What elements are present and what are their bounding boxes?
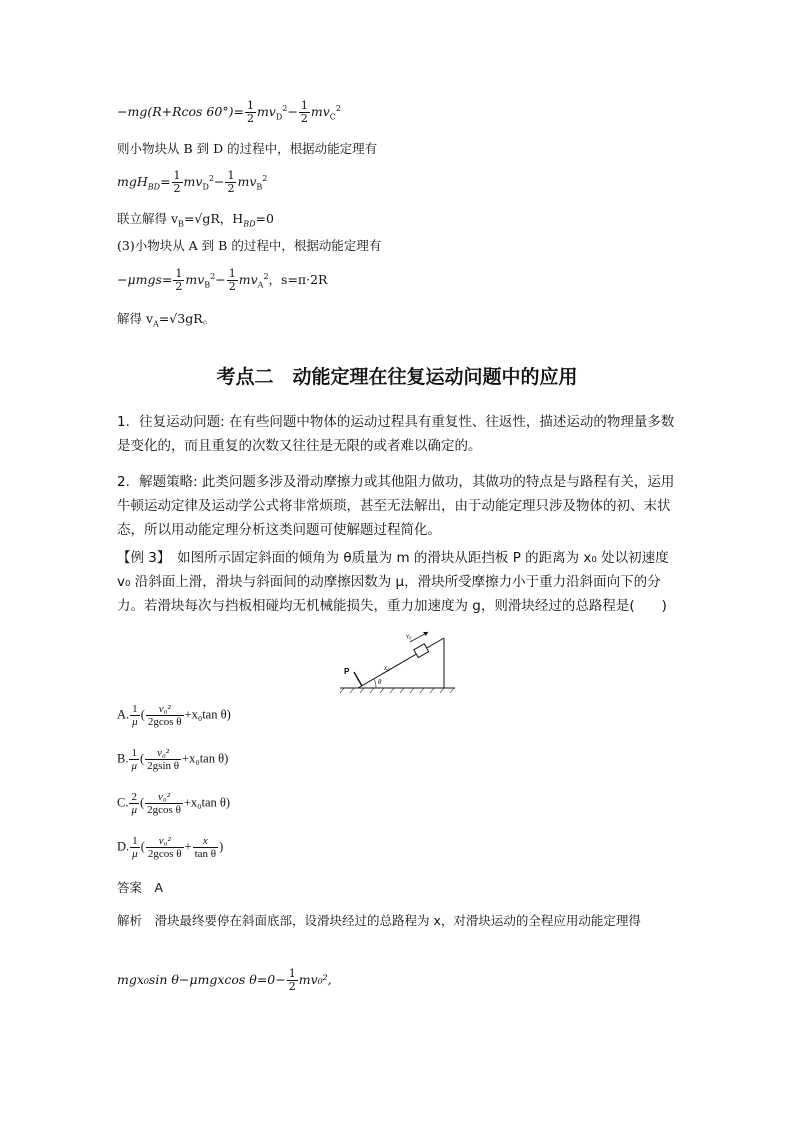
paragraph-reciprocating: 1．往复运动问题: 在有些问题中物体的运动过程具有重复性、往返性，描述运动的物理量多数是变化的，而且重复的次数又往往是无限的或者难以确定的。 xyxy=(117,414,675,454)
text-part3: (3)小物块从 A 到 B 的过程中，根据动能定理有 xyxy=(117,238,382,253)
equation-energy-ab: −μmgs= $\frac{1}{2}$ $mv_B^2-$ $\frac{1}{2}$ $mv_A^2$，s=π·2R xyxy=(117,267,328,294)
option-d[interactable]: D. $\frac{1}{\mu}$ ( $\frac{\text{v₀²}}{\text{2gcos θ}}$ + $\frac{x}{\text{tan θ}}$ ) xyxy=(117,835,224,860)
equation-energy-bd: mgH$_{BD}$= $\frac{1}{2}$ $mv_D^2-$ $\frac{1}{2}$ $mv_B^2$ xyxy=(117,169,268,196)
incline-diagram xyxy=(340,628,460,694)
label-v0: v₀ xyxy=(406,632,412,640)
section-title: 考点二 动能定理在往复运动问题中的应用 xyxy=(216,366,578,388)
option-b[interactable]: B. $\frac{1}{\mu}$ ( $\frac{\text{v₀²}}{\text{2gsin θ}}$ +x₀tan θ) xyxy=(117,747,229,772)
text-solve-va: 解得 $v_A=√3gR$。 xyxy=(117,311,216,329)
text-solve-vb: 联立解得 $v_B=√gR$，$H_{BD}=0$ xyxy=(117,211,274,229)
analysis: 解析 滑块最终要停在斜面底部，设滑块经过的总路程为 x，对滑块运动的全程应用动能定理得 xyxy=(117,913,641,928)
label-p: P xyxy=(344,667,350,676)
equation-energy-cd: −mg(R+Rcos 60°)= $\frac{1}{2}$ $mv_D^2-$ $\frac{1}{2}$ $mv_C^2$ xyxy=(117,99,341,126)
option-c[interactable]: C. $\frac{2}{\mu}$ ( $\frac{\text{v₀²}}{\text{2gcos θ}}$ +x₀tan θ) xyxy=(117,791,231,816)
example-3-question: 【例 3】 如图所示固定斜面的倾角为 θ质量为 m 的滑块从距挡板 P 的距离为 x₀ 处以初速度 v₀ 沿斜面上滑，滑块与斜面间的动摩擦因数为 μ，滑块所受摩擦力小于重力沿斜面向下的分力。若滑块每次与挡板相碰均无机械能损失，重力加速度为 g，则滑块经过的总路程是( ) xyxy=(117,550,669,614)
label-x0: x₀ xyxy=(384,664,390,672)
ground-hatching xyxy=(340,688,454,693)
fraction: $\frac{1}{2}$ xyxy=(228,267,236,294)
option-a[interactable]: A. $\frac{1}{\mu}$ ( $\frac{\text{v₀²}}{\text{2gcos θ}}$ +x₀tan θ) xyxy=(117,703,231,728)
slider-block xyxy=(414,644,429,658)
fraction: $\frac{1}{2}$ xyxy=(227,169,235,196)
text-b-to-d: 则小物块从 B 到 D 的过程中，根据动能定理有 xyxy=(117,141,378,156)
fraction: $\frac{1}{2}$ xyxy=(246,99,254,126)
equation-analysis: mgx₀sin θ−μmgxcos θ=0− $\frac{1}{2}$ mv₀², xyxy=(117,967,332,993)
fraction: $\frac{1}{2}$ xyxy=(300,99,308,126)
eq-lhs: −mg(R+Rcos 60°)= xyxy=(117,104,244,120)
angle-arc xyxy=(374,679,376,688)
paragraph-strategy: 2．解题策略: 此类问题多涉及滑动摩擦力或其他阻力做功，其做功的特点是与路程有关，运用牛顿运动定律及运动学公式将非常烦琐，甚至无法解出，由于动能定理只涉及物体的初、末状态，所以用动能定理分析这类问题可使解题过程简化。 xyxy=(117,474,675,538)
barrier-p xyxy=(354,672,362,686)
fraction: $\frac{1}{2}$ xyxy=(175,267,183,294)
label-theta: θ xyxy=(378,678,382,686)
fraction: $\frac{1}{2}$ xyxy=(173,169,181,196)
incline-surface xyxy=(358,638,444,688)
answer: 答案 A xyxy=(117,880,164,895)
